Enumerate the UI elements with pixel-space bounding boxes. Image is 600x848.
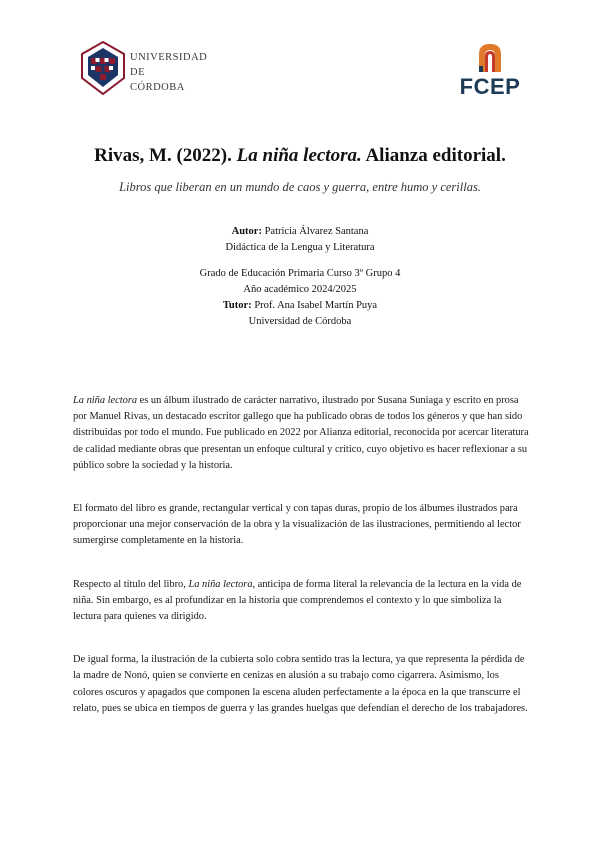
title-suffix: Alianza editorial.: [365, 145, 506, 166]
university-logo-line: CÓRDOBA: [130, 82, 185, 93]
university-line: Universidad de Córdoba: [248, 316, 352, 327]
faculty-logo: [455, 40, 525, 100]
tutor-name: Prof. Ana Isabel Martín Puya: [254, 300, 378, 311]
document-title: [0, 145, 600, 167]
book-title-inline: La niña lectora: [188, 578, 253, 590]
tutor-line: [0, 300, 600, 311]
document-subtitle: Libros que liberan en un mundo de caos y guerra, entre humo y cerillas.: [119, 180, 481, 194]
paragraph-text: es un álbum ilustrado de carácter narrativo, ilustrado por Susana Suniaga y escrito en prosa por Manuel Rivas, un destacado escritor gallego que ha publicado obras de todos los géneros y que han sido distribuidas por todo el mundo. Fue publicado en 2022 por Alianza editorial, reconocida por acercar literatura de calidad mediante obras que presentan un enfoque cultural y crítico, cuyo objetivo es hacer reflexionar a su público sobre la sociedad y la historia.: [73, 395, 529, 471]
title-book: La niña lectora.: [236, 145, 362, 166]
university-logo-text: [130, 50, 207, 95]
academic-year-line: Año académico 2024/2025: [243, 284, 357, 295]
university-logo-line: UNIVERSIDAD: [130, 52, 208, 63]
university-logo-line: DE: [130, 67, 145, 78]
body-paragraph: De igual forma, la ilustración de la cubierta solo cobra sentido tras la lectura, ya que representa la pérdida de la madre de Nonó, quien se convierte en cenizas en alusión a su trabajo como cigarrera. Asimismo, los colores oscuros y apagados que componen la escena aluden perfectamente a la época en la que transcurre el relato, pues se ubica en tiempos de guerra y las grandes huelgas que defendían el derecho de los trabajadores.: [73, 654, 528, 714]
faculty-arch-icon: [455, 40, 525, 74]
book-title-inline: La niña lectora: [73, 395, 138, 406]
document-body: [73, 393, 529, 744]
body-paragraph: [73, 577, 529, 626]
body-paragraph: El formato del libro es grande, rectangular vertical y con tapas duras, propio de los álbumes ilustrados para proporcionar una mejor conservación de la obra y la visualización de las ilustraciones, permitiendo al lector sumergirse completamente en la historia.: [73, 503, 521, 547]
paragraph-text: , anticipa de forma literal la relevancia de la lectura en la vida de niña. Sin embargo, es al profundizar en la historia que comprendemos el contexto y lo que simboliza la lectura para quienes va dirigido.: [73, 578, 522, 623]
university-shield-icon: [80, 40, 126, 96]
paragraph-text: Respecto al título del libro,: [73, 578, 189, 590]
tutor-label: Tutor:: [222, 300, 252, 311]
author-name: Patricia Álvarez Santana: [264, 226, 369, 237]
university-logo: [80, 40, 220, 96]
degree-line: Grado de Educación Primaria Curso 3º Grupo 4: [199, 268, 401, 279]
title-prefix: Rivas, M. (2022).: [94, 145, 232, 166]
subject-line: Didáctica de la Lengua y Literatura: [225, 242, 375, 253]
author-line: [0, 226, 600, 237]
body-paragraph: [73, 393, 529, 474]
author-label: Autor:: [231, 226, 262, 237]
faculty-logo-text: FCEP: [459, 74, 521, 99]
